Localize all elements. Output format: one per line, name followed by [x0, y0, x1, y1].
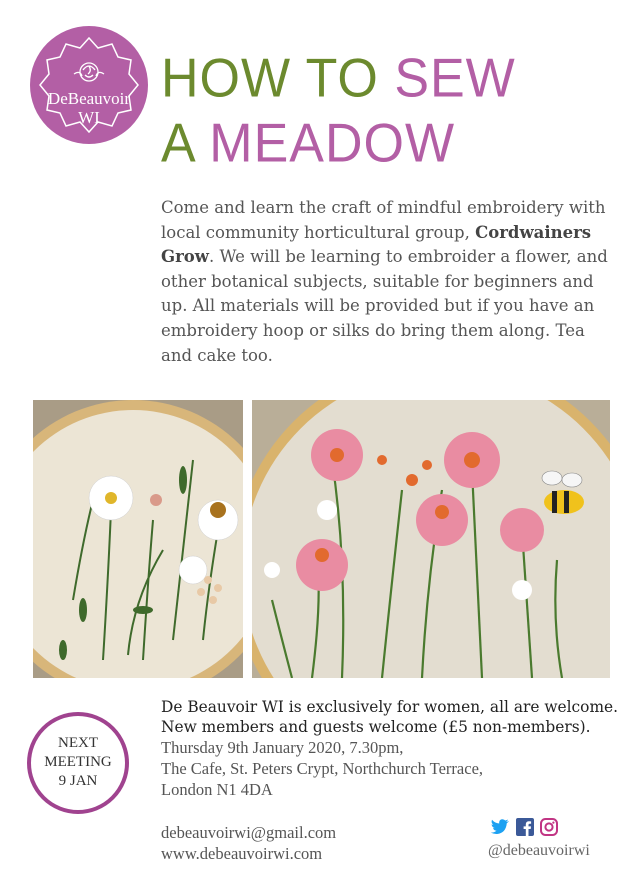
- next-meeting-badge: [27, 712, 129, 814]
- title-a: A: [161, 113, 210, 175]
- debeauvoir-logo: [30, 26, 148, 144]
- info-welcome: New members and guests welcome (£5 non-members).: [161, 718, 591, 736]
- rose-icon: [74, 63, 104, 81]
- logo-name: DeBeauvoir: [47, 89, 131, 108]
- contact-block: [161, 822, 336, 864]
- badge-date: 9 JAN: [58, 773, 98, 789]
- badge-meeting: MEETING: [44, 754, 112, 770]
- title-meadow: MEADOW: [209, 113, 456, 175]
- twitter-icon[interactable]: [490, 818, 510, 836]
- embroidery-meadow-bee-photo: [252, 400, 610, 678]
- title-how-to: HOW TO: [161, 48, 395, 109]
- intro-part1: Come and learn the craft of mindful embroidery with local community horticultural group,: [161, 198, 606, 242]
- page-title: [161, 46, 516, 176]
- embroidery-hoop-daisy-photo: [33, 400, 243, 678]
- info-city: London N1 4DA: [161, 780, 273, 799]
- social-block: [488, 818, 608, 860]
- badge-next: NEXT: [58, 735, 98, 751]
- social-icons: [490, 818, 608, 836]
- social-handle[interactable]: @debeauvoirwi: [488, 842, 590, 859]
- meeting-info: [161, 697, 631, 800]
- intro-group-name: Cordwainers Grow: [161, 222, 592, 267]
- facebook-icon[interactable]: [516, 818, 534, 836]
- intro-part2: . We will be learning to embroider a flower, and other botanical subjects, suitable for beginners and up. All materials will be provided but if you have an embroidery hoop or silks do bring them along. Tea and cake too.: [161, 247, 608, 365]
- info-venue: The Cafe, St. Peters Crypt, Northchurch Terrace,: [161, 759, 484, 778]
- contact-email[interactable]: debeauvoirwi@gmail.com: [161, 823, 337, 842]
- contact-website[interactable]: www.debeauvoirwi.com: [161, 844, 323, 863]
- info-exclusive: De Beauvoir WI is exclusively for women, all are welcome.: [161, 698, 619, 716]
- instagram-icon[interactable]: [540, 818, 558, 836]
- title-sew: SEW: [394, 48, 516, 109]
- info-date: Thursday 9th January 2020, 7.30pm,: [161, 738, 404, 757]
- logo-wi: WI: [78, 108, 100, 127]
- intro-paragraph: [161, 196, 621, 368]
